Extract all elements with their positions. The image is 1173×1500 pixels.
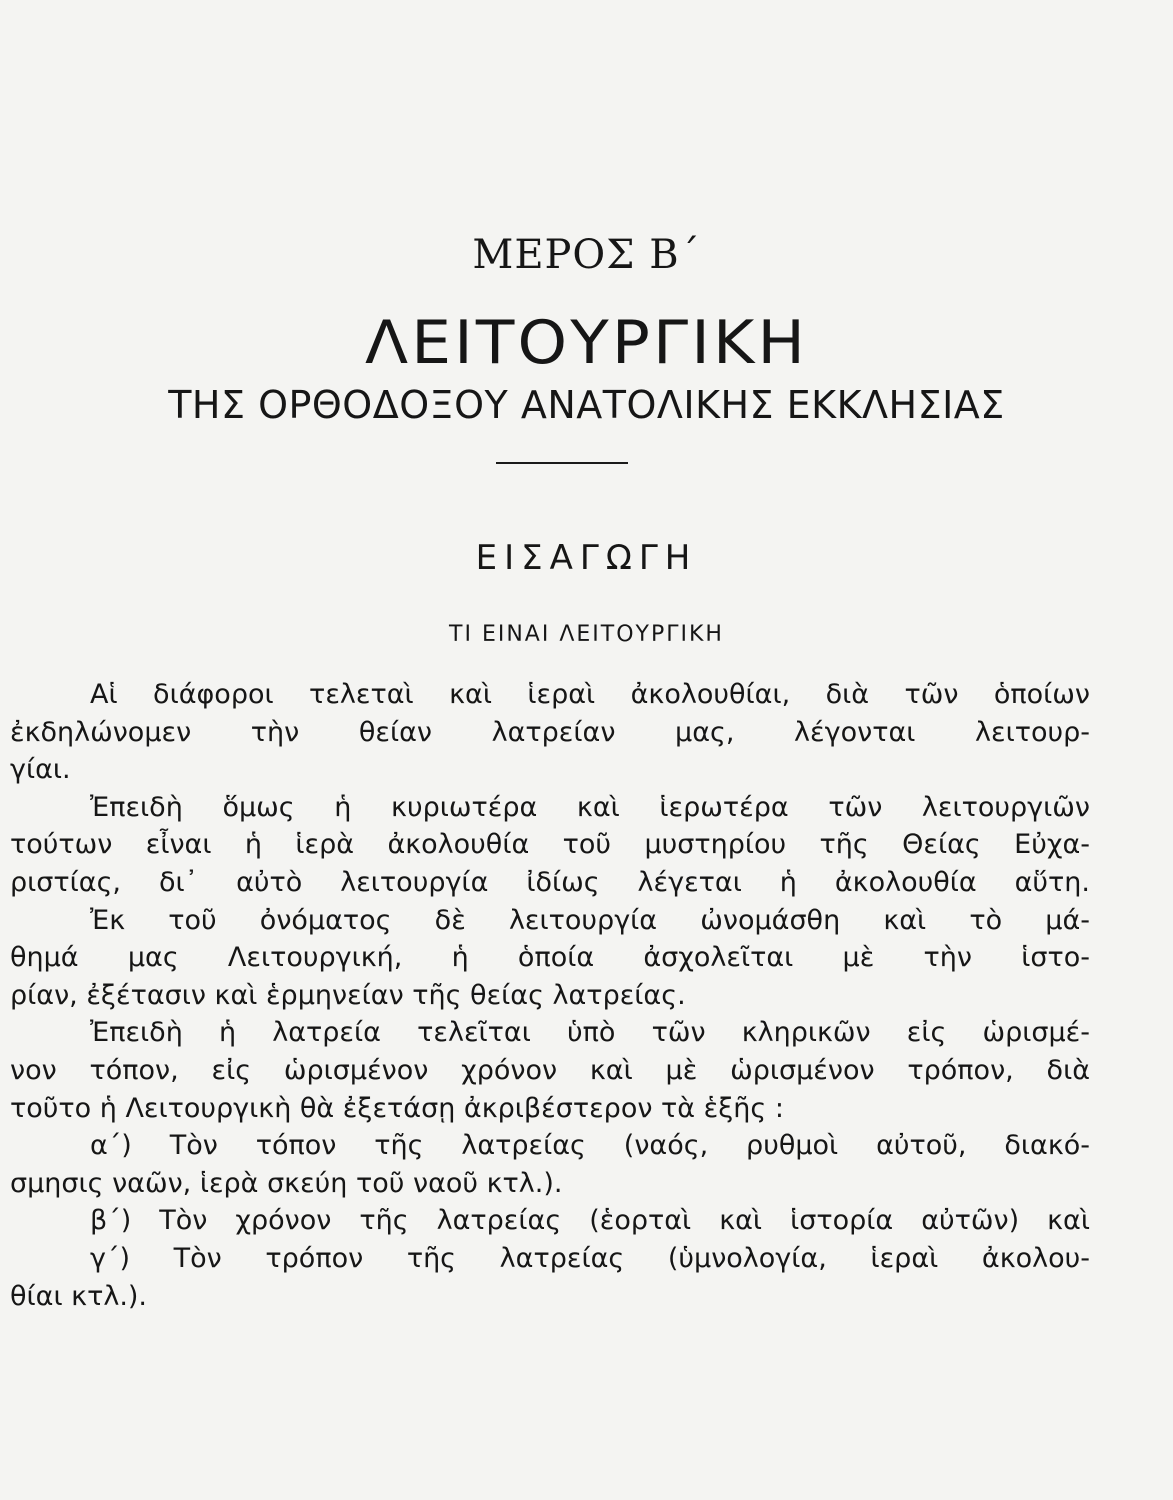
body-text [10, 676, 1090, 1315]
text-line: ριστίας, δι᾿ αὐτὸ λειτουργία ἰδίως λέγεται ἡ ἀκολουθία αὕτη. [10, 866, 1090, 898]
part-label: ΜΕΡΟΣ Β΄ [472, 232, 701, 278]
text-line: Αἱ διάφοροι τελεταὶ καὶ ἱεραὶ ἀκολουθίαι, διὰ τῶν ὁποίων [90, 679, 1090, 710]
section-subtitle: ΤΙ ΕΙΝΑΙ ΛΕΙΤΟΥΡΓΙΚΗ [449, 622, 724, 647]
divider-rule [496, 462, 628, 464]
text-line: θίαι κτλ.). [10, 1280, 148, 1312]
text-line: τούτων εἶναι ἡ ἱερὰ ἀκολουθία τοῦ μυστηρίου τῆς Θείας Εὐχα- [10, 829, 1090, 861]
text-line: ἐκδηλώνομεν τὴν θείαν λατρείαν μας, λέγονται λειτουρ- [10, 716, 1090, 748]
text-line: ρίαν, ἐξέτασιν καὶ ἑρμηνείαν τῆς θείας λατρείας. [10, 979, 686, 1011]
text-line: σμησις ναῶν, ἱερὰ σκεύη τοῦ ναοῦ κτλ.). [10, 1167, 563, 1199]
text-line: νον τόπον, εἰς ὡρισμένον χρόνον καὶ μὲ ὡρισμένον τρόπον, διὰ [10, 1054, 1090, 1086]
text-line: Ἐπειδὴ ὅμως ἡ κυριωτέρα καὶ ἱερωτέρα τῶν λειτουργιῶν [90, 791, 1090, 823]
main-title: ΛΕΙΤΟΥΡΓΙΚΗ [364, 308, 809, 378]
text-line: γ΄) Τὸν τρόπον τῆς λατρείας (ὑμνολογία, ἱεραὶ ἀκολου- [90, 1242, 1090, 1274]
section-title: ΕΙΣΑΓΩΓΗ [475, 538, 698, 578]
text-line: Ἐκ τοῦ ὀνόματος δὲ λειτουργία ὠνομάσθη καὶ τὸ μά- [90, 904, 1090, 936]
text-line: θημά μας Λειτουργική, ἡ ὁποία ἀσχολεῖται μὲ τὴν ἱστο- [10, 942, 1090, 974]
text-line: γίαι. [10, 754, 71, 786]
text-line: β΄) Τὸν χρόνον τῆς λατρείας (ἑορταὶ καὶ ἱστορία αὐτῶν) καὶ [90, 1205, 1090, 1237]
subtitle: ΤΗΣ ΟΡΘΟΔΟΞΟΥ ΑΝΑΤΟΛΙΚΗΣ ΕΚΚΛΗΣΙΑΣ [168, 383, 1005, 427]
text-line: Ἐπειδὴ ἡ λατρεία τελεῖται ὑπὸ τῶν κληρικῶν εἰς ὡρισμέ- [90, 1017, 1090, 1049]
text-line: α΄) Τὸν τόπον τῆς λατρείας (ναός, ρυθμοὶ αὐτοῦ, διακό- [90, 1130, 1090, 1162]
text-line: τοῦτο ἡ Λειτουργικὴ θὰ ἐξετάσῃ ἀκριβέστερον τὰ ἑξῆς : [10, 1092, 784, 1124]
